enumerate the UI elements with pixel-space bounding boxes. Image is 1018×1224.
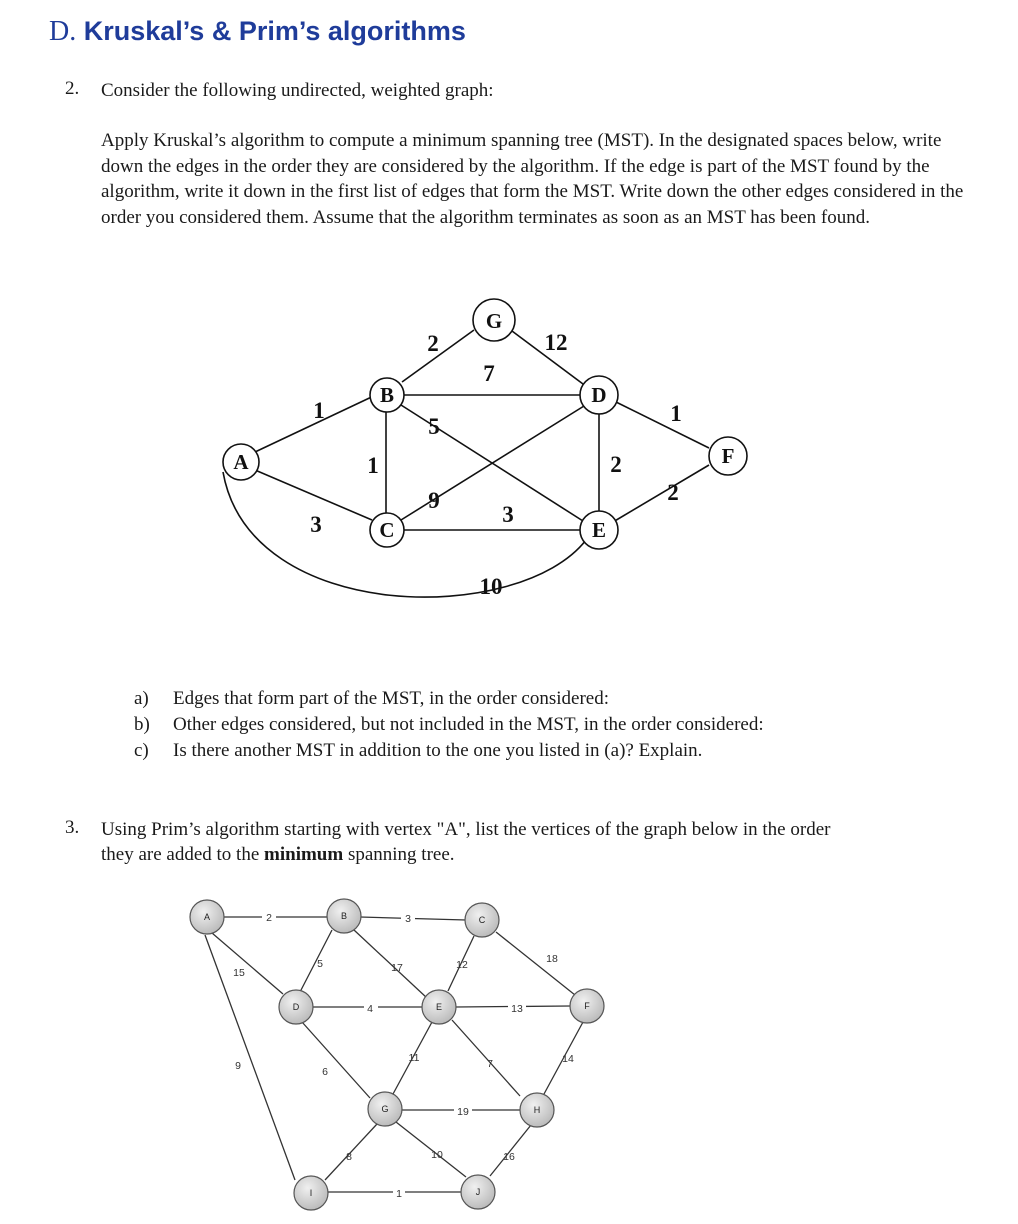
- kruskal-graph: [223, 330, 709, 597]
- question-3-line-1: Using Prim’s algorithm starting with vertex "A", list the vertices of the graph below in the order: [101, 819, 831, 840]
- vertex-label-H: H: [533, 1105, 541, 1115]
- question-3-line-2-end: spanning tree.: [343, 844, 455, 865]
- weight-G-D: 12: [544, 330, 568, 355]
- vertex-label-E: E: [435, 1002, 443, 1012]
- weight-E-F: 13: [511, 1003, 523, 1015]
- item-b-text: Other edges considered, but not included in the MST, in the order considered:: [173, 714, 764, 735]
- question-3-line-2-start: they are added to the: [101, 844, 265, 865]
- kruskal-weights: [310, 330, 682, 599]
- prim-vertex-labels: [204, 911, 590, 1198]
- weight-B-C: 1: [367, 453, 379, 478]
- weight-A-D: 15: [233, 967, 245, 979]
- item-c-label: c): [134, 740, 149, 761]
- weight-G-H: 19: [457, 1106, 469, 1118]
- question-3-number: 3.: [65, 817, 80, 838]
- edge-E-H: [452, 1020, 520, 1096]
- vertex-label-C: C: [379, 518, 395, 542]
- vertex-label-B: B: [379, 383, 395, 407]
- weight-C-F: 18: [546, 953, 558, 965]
- weight-B-G: 2: [427, 331, 439, 356]
- weight-C-D: 9: [428, 488, 440, 513]
- question-2-instructions: Apply Kruskal’s algorithm to compute a minimum spanning tree (MST). In the designated spaces below, write down the edges in the order they are considered by the algorithm. If the edge is part of the MST found by the algorithm, write it down in the first list of edges that form the MST. Write down the other edges considered in the order you considered them. Assume that the algorithm terminates as soon as an MST has been found.: [101, 130, 964, 228]
- vertex-label-J: J: [475, 1187, 481, 1197]
- weight-D-G: 6: [322, 1066, 328, 1078]
- item-c-text: Is there another MST in addition to the one you listed in (a)? Explain.: [173, 740, 703, 761]
- weight-A-I: 9: [235, 1060, 241, 1072]
- vertex-label-G: G: [485, 309, 503, 333]
- edge-A-I: [205, 935, 295, 1180]
- edge-A-E: [223, 472, 586, 597]
- vertex-label-B: B: [340, 911, 348, 921]
- item-b-label: b): [134, 714, 150, 735]
- vertex-label-D: D: [591, 383, 607, 407]
- edge-B-D: [300, 930, 332, 992]
- weight-E-H: 7: [487, 1058, 493, 1070]
- weight-H-J: 16: [503, 1151, 515, 1163]
- weight-A-B: 2: [266, 912, 272, 924]
- weight-D-E: 2: [610, 452, 622, 477]
- weight-C-E: 3: [502, 502, 514, 527]
- weight-B-C: 3: [405, 913, 411, 925]
- section-letter: D.: [49, 16, 77, 47]
- weight-B-E: 5: [428, 414, 440, 439]
- question-3-line-2: [101, 842, 455, 868]
- weight-A-B: 1: [313, 398, 325, 423]
- weight-G-I: 8: [346, 1151, 352, 1163]
- vertex-label-I: I: [309, 1188, 313, 1198]
- weight-I-J: 1: [396, 1188, 402, 1200]
- weight-C-E: 12: [456, 959, 468, 971]
- weight-B-E: 17: [391, 962, 403, 974]
- vertex-label-D: D: [292, 1002, 300, 1012]
- vertex-label-G: G: [381, 1104, 389, 1114]
- prim-vertices: [190, 899, 604, 1210]
- kruskal-vertices: [223, 299, 747, 549]
- vertex-label-A: A: [203, 912, 211, 922]
- question-2-number: 2.: [65, 78, 80, 99]
- weight-D-F: 1: [670, 401, 682, 426]
- weight-D-E: 4: [367, 1003, 373, 1015]
- item-a-label: a): [134, 688, 149, 709]
- prim-graph: [205, 917, 583, 1192]
- weight-B-D: 7: [483, 361, 495, 386]
- vertex-label-C: C: [478, 915, 486, 925]
- edge-C-F: [496, 932, 575, 995]
- question-2-prompt: Consider the following undirected, weighted graph:: [101, 80, 494, 101]
- weight-E-F: 2: [667, 480, 679, 505]
- vertex-label-F: F: [721, 444, 735, 468]
- item-a-text: Edges that form part of the MST, in the order considered:: [173, 688, 609, 709]
- vertex-label-A: A: [233, 450, 249, 474]
- question-3-emphasis: minimum: [264, 844, 344, 865]
- edge-D-F: [616, 402, 709, 448]
- weight-G-J: 10: [431, 1149, 443, 1161]
- section-title: Kruskal’s & Prim’s algorithms: [83, 16, 466, 46]
- vertex-label-F: F: [584, 1001, 590, 1011]
- weight-F-H: 14: [562, 1053, 574, 1065]
- weight-B-D: 5: [317, 958, 323, 970]
- vertex-label-E: E: [591, 518, 607, 542]
- kruskal-vertex-labels: [233, 309, 734, 542]
- edge-E-F: [613, 465, 709, 522]
- weight-E-G: 11: [408, 1052, 420, 1064]
- weight-A-E: 10: [479, 574, 503, 599]
- edge-D-G: [302, 1022, 370, 1098]
- weight-A-C: 3: [310, 512, 322, 537]
